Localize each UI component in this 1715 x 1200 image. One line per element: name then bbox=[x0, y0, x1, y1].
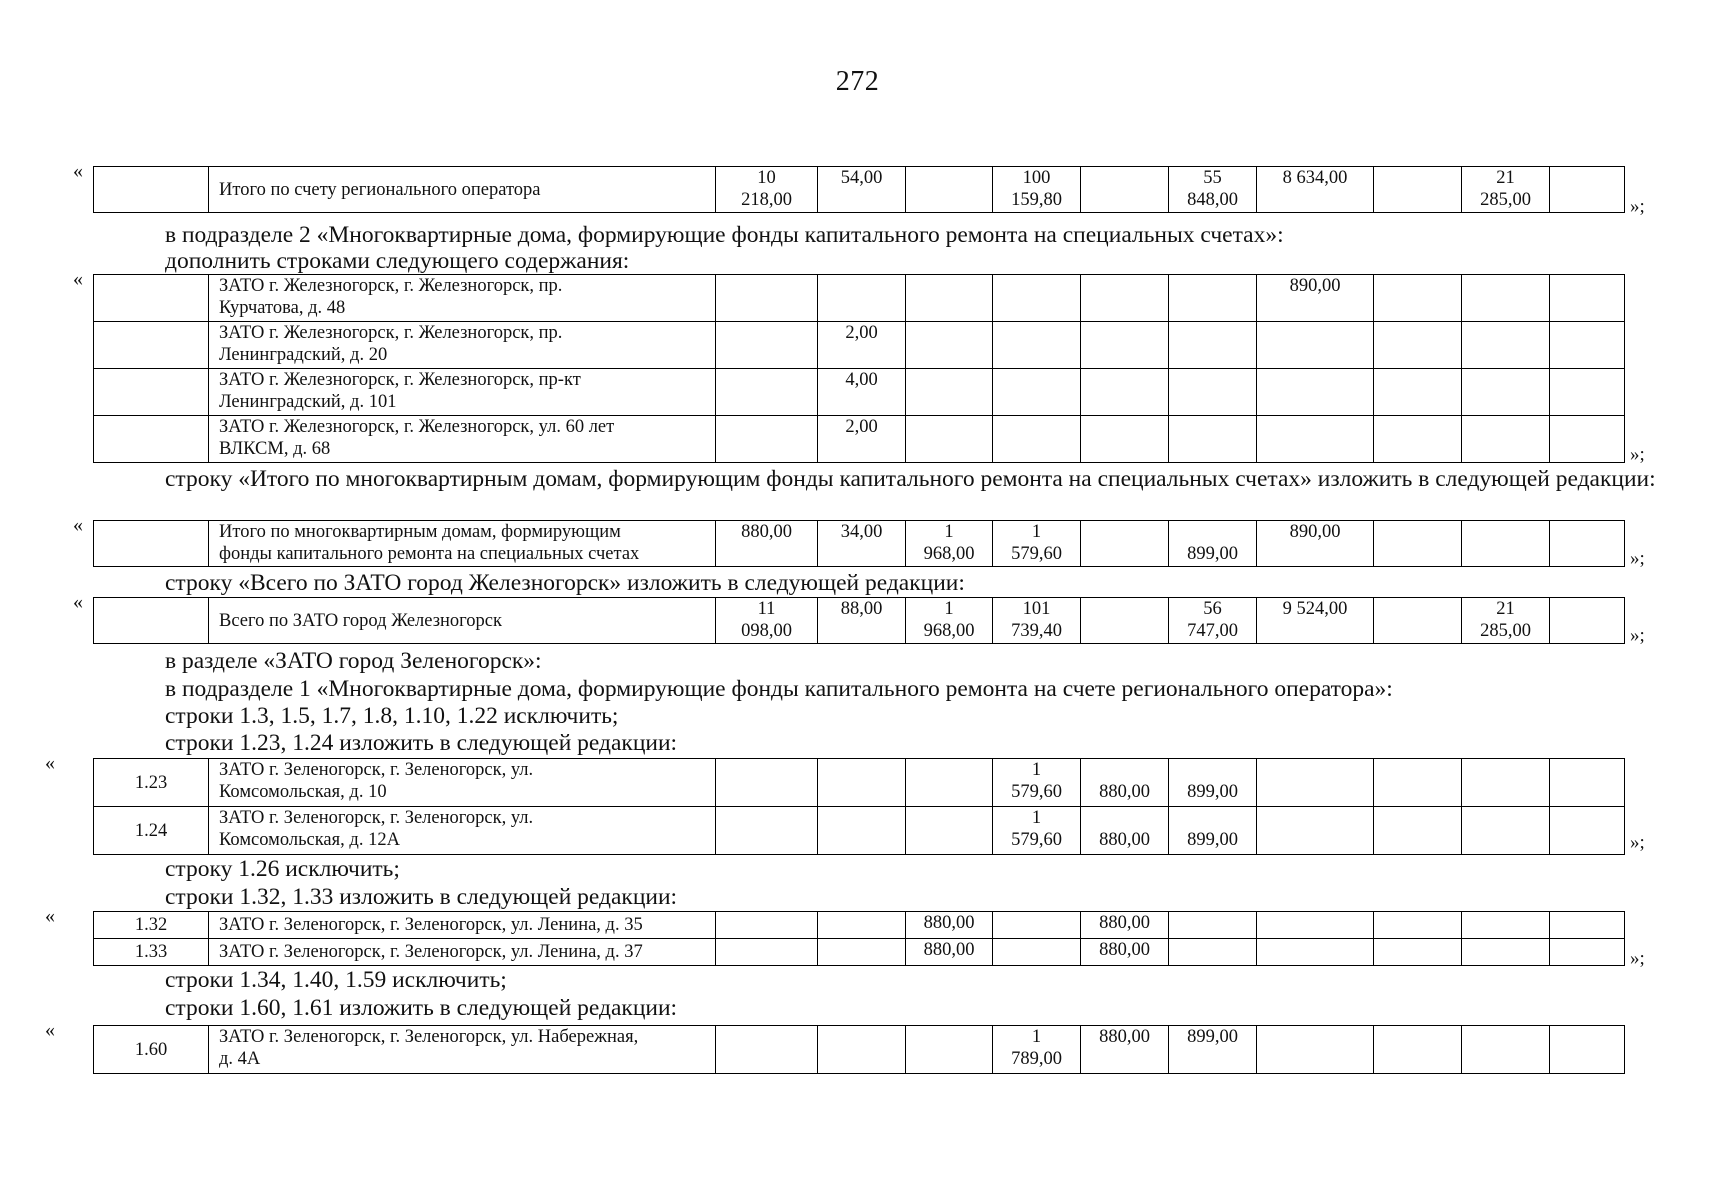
value-cell: 4,00 bbox=[818, 369, 906, 416]
value-cell bbox=[1550, 1026, 1625, 1074]
close-quote-mark: »; bbox=[1630, 948, 1645, 969]
row-number-cell: 1.60 bbox=[94, 1026, 209, 1074]
value-cell bbox=[993, 275, 1081, 322]
row-number-cell: 1.32 bbox=[94, 912, 209, 939]
paragraph: строки 1.60, 1.61 изложить в следующей редакции: bbox=[165, 995, 678, 1021]
value-cell bbox=[1462, 322, 1550, 369]
value-cell bbox=[906, 759, 993, 807]
value-cell bbox=[1550, 939, 1625, 966]
value-cell bbox=[1550, 322, 1625, 369]
value-cell: 880,00 bbox=[716, 521, 818, 567]
value-cell: 880,00 bbox=[1081, 912, 1169, 939]
table-row bbox=[94, 912, 1625, 939]
row-number-cell bbox=[94, 416, 209, 463]
value-cell bbox=[1550, 912, 1625, 939]
value-cell: 899,00 bbox=[1169, 807, 1257, 855]
value-cell bbox=[906, 275, 993, 322]
value-cell: 880,00 bbox=[906, 912, 993, 939]
value-cell: 2,00 bbox=[818, 322, 906, 369]
open-quote-mark: « bbox=[45, 905, 55, 927]
table-row bbox=[94, 275, 1625, 322]
value-cell bbox=[1462, 1026, 1550, 1074]
value-cell bbox=[1550, 521, 1625, 567]
value-cell: 88,00 bbox=[818, 598, 906, 644]
value-cell bbox=[818, 275, 906, 322]
value-cell bbox=[1550, 759, 1625, 807]
address-cell: ЗАТО г. Железногорск, г. Железногорск, пр-кт Ленинградский, д. 101 bbox=[209, 369, 716, 416]
value-cell bbox=[906, 322, 993, 369]
address-cell: ЗАТО г. Зеленогорск, г. Зеленогорск, ул. Комсомольская, д. 10 bbox=[209, 759, 716, 807]
close-quote-mark: »; bbox=[1630, 625, 1645, 646]
value-cell: 10 218,00 bbox=[716, 167, 818, 213]
value-cell: 21 285,00 bbox=[1462, 598, 1550, 644]
close-quote-mark: »; bbox=[1630, 196, 1645, 217]
value-cell bbox=[1374, 369, 1462, 416]
table-t6 bbox=[93, 911, 1625, 966]
value-cell bbox=[716, 759, 818, 807]
value-cell bbox=[1257, 939, 1374, 966]
value-cell: 899,00 bbox=[1169, 521, 1257, 567]
value-cell: 880,00 bbox=[1081, 807, 1169, 855]
table-row bbox=[94, 416, 1625, 463]
value-cell bbox=[1257, 322, 1374, 369]
open-quote-mark: « bbox=[45, 1019, 55, 1041]
value-cell bbox=[1081, 369, 1169, 416]
value-cell: 2,00 bbox=[818, 416, 906, 463]
paragraph: строку «Всего по ЗАТО город Железногорск» изложить в следующей редакции: bbox=[165, 570, 965, 596]
value-cell: 8 634,00 bbox=[1257, 167, 1374, 213]
value-cell bbox=[993, 369, 1081, 416]
paragraph: строки 1.23, 1.24 изложить в следующей редакции: bbox=[165, 730, 678, 756]
value-cell: 1 789,00 bbox=[993, 1026, 1081, 1074]
value-cell: 56 747,00 bbox=[1169, 598, 1257, 644]
value-cell: 1 968,00 bbox=[906, 521, 993, 567]
row-number-cell: 1.33 bbox=[94, 939, 209, 966]
value-cell bbox=[1081, 322, 1169, 369]
table-row bbox=[94, 322, 1625, 369]
paragraph: строку 1.26 исключить; bbox=[165, 856, 400, 882]
value-cell bbox=[906, 416, 993, 463]
row-number-cell bbox=[94, 369, 209, 416]
open-quote-mark: « bbox=[73, 591, 83, 613]
value-cell bbox=[1257, 759, 1374, 807]
address-cell: ЗАТО г. Железногорск, г. Железногорск, пр. Курчатова, д. 48 bbox=[209, 275, 716, 322]
open-quote-mark: « bbox=[73, 160, 83, 182]
value-cell bbox=[818, 939, 906, 966]
table-row bbox=[94, 521, 1625, 567]
value-cell bbox=[906, 369, 993, 416]
value-cell: 899,00 bbox=[1169, 759, 1257, 807]
value-cell: 1 968,00 bbox=[906, 598, 993, 644]
table-t1 bbox=[93, 166, 1625, 213]
value-cell bbox=[1257, 807, 1374, 855]
value-cell bbox=[1169, 416, 1257, 463]
table-row bbox=[94, 807, 1625, 855]
value-cell bbox=[1374, 759, 1462, 807]
close-quote-mark: »; bbox=[1630, 444, 1645, 465]
value-cell: 1 579,60 bbox=[993, 759, 1081, 807]
value-cell bbox=[1374, 598, 1462, 644]
value-cell bbox=[1462, 939, 1550, 966]
value-cell bbox=[1462, 275, 1550, 322]
value-cell: 34,00 bbox=[818, 521, 906, 567]
table-row bbox=[94, 369, 1625, 416]
address-cell: ЗАТО г. Зеленогорск, г. Зеленогорск, ул. Ленина, д. 37 bbox=[209, 939, 716, 966]
value-cell bbox=[1550, 807, 1625, 855]
value-cell bbox=[1550, 369, 1625, 416]
page-number: 272 bbox=[835, 66, 880, 97]
row-number-cell bbox=[94, 167, 209, 213]
table-t5 bbox=[93, 758, 1625, 855]
value-cell: 890,00 bbox=[1257, 521, 1374, 567]
paragraph: строки 1.32, 1.33 изложить в следующей редакции: bbox=[165, 884, 678, 910]
value-cell bbox=[993, 322, 1081, 369]
address-cell: Итого по счету регионального оператора bbox=[209, 167, 716, 213]
value-cell bbox=[993, 939, 1081, 966]
value-cell bbox=[716, 807, 818, 855]
table-row bbox=[94, 167, 1625, 213]
value-cell bbox=[1374, 322, 1462, 369]
value-cell bbox=[1169, 939, 1257, 966]
value-cell bbox=[1169, 275, 1257, 322]
row-number-cell bbox=[94, 521, 209, 567]
value-cell bbox=[716, 416, 818, 463]
value-cell bbox=[993, 416, 1081, 463]
value-cell: 899,00 bbox=[1169, 1026, 1257, 1074]
value-cell bbox=[1462, 416, 1550, 463]
value-cell bbox=[1550, 275, 1625, 322]
value-cell: 880,00 bbox=[1081, 759, 1169, 807]
value-cell bbox=[1169, 369, 1257, 416]
address-cell: ЗАТО г. Железногорск, г. Железногорск, ул. 60 лет ВЛКСМ, д. 68 bbox=[209, 416, 716, 463]
value-cell bbox=[1081, 167, 1169, 213]
value-cell: 100 159,80 bbox=[993, 167, 1081, 213]
value-cell bbox=[818, 759, 906, 807]
value-cell bbox=[906, 167, 993, 213]
close-quote-mark: »; bbox=[1630, 548, 1645, 569]
value-cell bbox=[1257, 416, 1374, 463]
row-number-cell: 1.23 bbox=[94, 759, 209, 807]
value-cell: 55 848,00 bbox=[1169, 167, 1257, 213]
value-cell bbox=[1550, 598, 1625, 644]
value-cell bbox=[1374, 807, 1462, 855]
table-t4 bbox=[93, 597, 1625, 644]
value-cell bbox=[1081, 521, 1169, 567]
value-cell: 880,00 bbox=[906, 939, 993, 966]
value-cell bbox=[716, 369, 818, 416]
value-cell bbox=[906, 807, 993, 855]
table-row bbox=[94, 1026, 1625, 1074]
address-cell: ЗАТО г. Зеленогорск, г. Зеленогорск, ул. Ленина, д. 35 bbox=[209, 912, 716, 939]
paragraph: в подразделе 1 «Многоквартирные дома, формирующие фонды капитального ремонта на счете регионального оператора»: bbox=[165, 676, 1393, 702]
value-cell bbox=[1169, 322, 1257, 369]
paragraph: строки 1.3, 1.5, 1.7, 1.8, 1.10, 1.22 исключить; bbox=[165, 703, 619, 729]
row-number-cell bbox=[94, 275, 209, 322]
value-cell: 11 098,00 bbox=[716, 598, 818, 644]
value-cell: 1 579,60 bbox=[993, 807, 1081, 855]
value-cell bbox=[1462, 807, 1550, 855]
value-cell bbox=[818, 912, 906, 939]
value-cell bbox=[1081, 275, 1169, 322]
address-cell: ЗАТО г. Зеленогорск, г. Зеленогорск, ул. Набережная, д. 4А bbox=[209, 1026, 716, 1074]
paragraph: строки 1.34, 1.40, 1.59 исключить; bbox=[165, 967, 507, 993]
table-row bbox=[94, 759, 1625, 807]
paragraph: в подразделе 2 «Многоквартирные дома, формирующие фонды капитального ремонта на специальных счетах»: bbox=[165, 222, 1284, 248]
row-number-cell bbox=[94, 322, 209, 369]
value-cell: 101 739,40 bbox=[993, 598, 1081, 644]
value-cell bbox=[1374, 275, 1462, 322]
value-cell bbox=[818, 1026, 906, 1074]
value-cell bbox=[1550, 167, 1625, 213]
table-t3 bbox=[93, 520, 1625, 567]
address-cell: ЗАТО г. Железногорск, г. Железногорск, пр. Ленинградский, д. 20 bbox=[209, 322, 716, 369]
open-quote-mark: « bbox=[45, 752, 55, 774]
value-cell bbox=[716, 939, 818, 966]
paragraph: дополнить строками следующего содержания: bbox=[165, 248, 630, 274]
value-cell: 54,00 bbox=[818, 167, 906, 213]
value-cell bbox=[1257, 369, 1374, 416]
open-quote-mark: « bbox=[73, 514, 83, 536]
table-row bbox=[94, 598, 1625, 644]
value-cell bbox=[1462, 912, 1550, 939]
table-t7 bbox=[93, 1025, 1625, 1074]
value-cell bbox=[716, 275, 818, 322]
value-cell bbox=[716, 322, 818, 369]
address-cell: Итого по многоквартирным домам, формирующим фонды капитального ремонта на специальных счетах bbox=[209, 521, 716, 567]
value-cell: 880,00 bbox=[1081, 1026, 1169, 1074]
value-cell: 21 285,00 bbox=[1462, 167, 1550, 213]
open-quote-mark: « bbox=[73, 268, 83, 290]
value-cell bbox=[1374, 416, 1462, 463]
value-cell: 9 524,00 bbox=[1257, 598, 1374, 644]
address-cell: Всего по ЗАТО город Железногорск bbox=[209, 598, 716, 644]
value-cell: 1 579,60 bbox=[993, 521, 1081, 567]
value-cell bbox=[716, 1026, 818, 1074]
paragraph: в разделе «ЗАТО город Зеленогорск»: bbox=[165, 648, 542, 674]
value-cell bbox=[993, 912, 1081, 939]
value-cell bbox=[1257, 1026, 1374, 1074]
value-cell: 880,00 bbox=[1081, 939, 1169, 966]
value-cell bbox=[818, 807, 906, 855]
value-cell bbox=[1169, 912, 1257, 939]
value-cell bbox=[1462, 521, 1550, 567]
value-cell bbox=[1081, 598, 1169, 644]
table-t2 bbox=[93, 274, 1625, 463]
value-cell bbox=[1374, 167, 1462, 213]
value-cell bbox=[1374, 939, 1462, 966]
value-cell bbox=[906, 1026, 993, 1074]
value-cell bbox=[1257, 912, 1374, 939]
value-cell bbox=[1462, 759, 1550, 807]
row-number-cell bbox=[94, 598, 209, 644]
value-cell bbox=[1374, 1026, 1462, 1074]
value-cell bbox=[1462, 369, 1550, 416]
value-cell: 890,00 bbox=[1257, 275, 1374, 322]
address-cell: ЗАТО г. Зеленогорск, г. Зеленогорск, ул. Комсомольская, д. 12А bbox=[209, 807, 716, 855]
value-cell bbox=[1550, 416, 1625, 463]
paragraph: строку «Итого по многоквартирным домам, формирующим фонды капитального ремонта на специальных счетах» изложить в следующей редакции: bbox=[165, 466, 1656, 492]
close-quote-mark: »; bbox=[1630, 832, 1645, 853]
value-cell bbox=[1374, 521, 1462, 567]
value-cell bbox=[716, 912, 818, 939]
row-number-cell: 1.24 bbox=[94, 807, 209, 855]
table-row bbox=[94, 939, 1625, 966]
value-cell bbox=[1374, 912, 1462, 939]
value-cell bbox=[1081, 416, 1169, 463]
